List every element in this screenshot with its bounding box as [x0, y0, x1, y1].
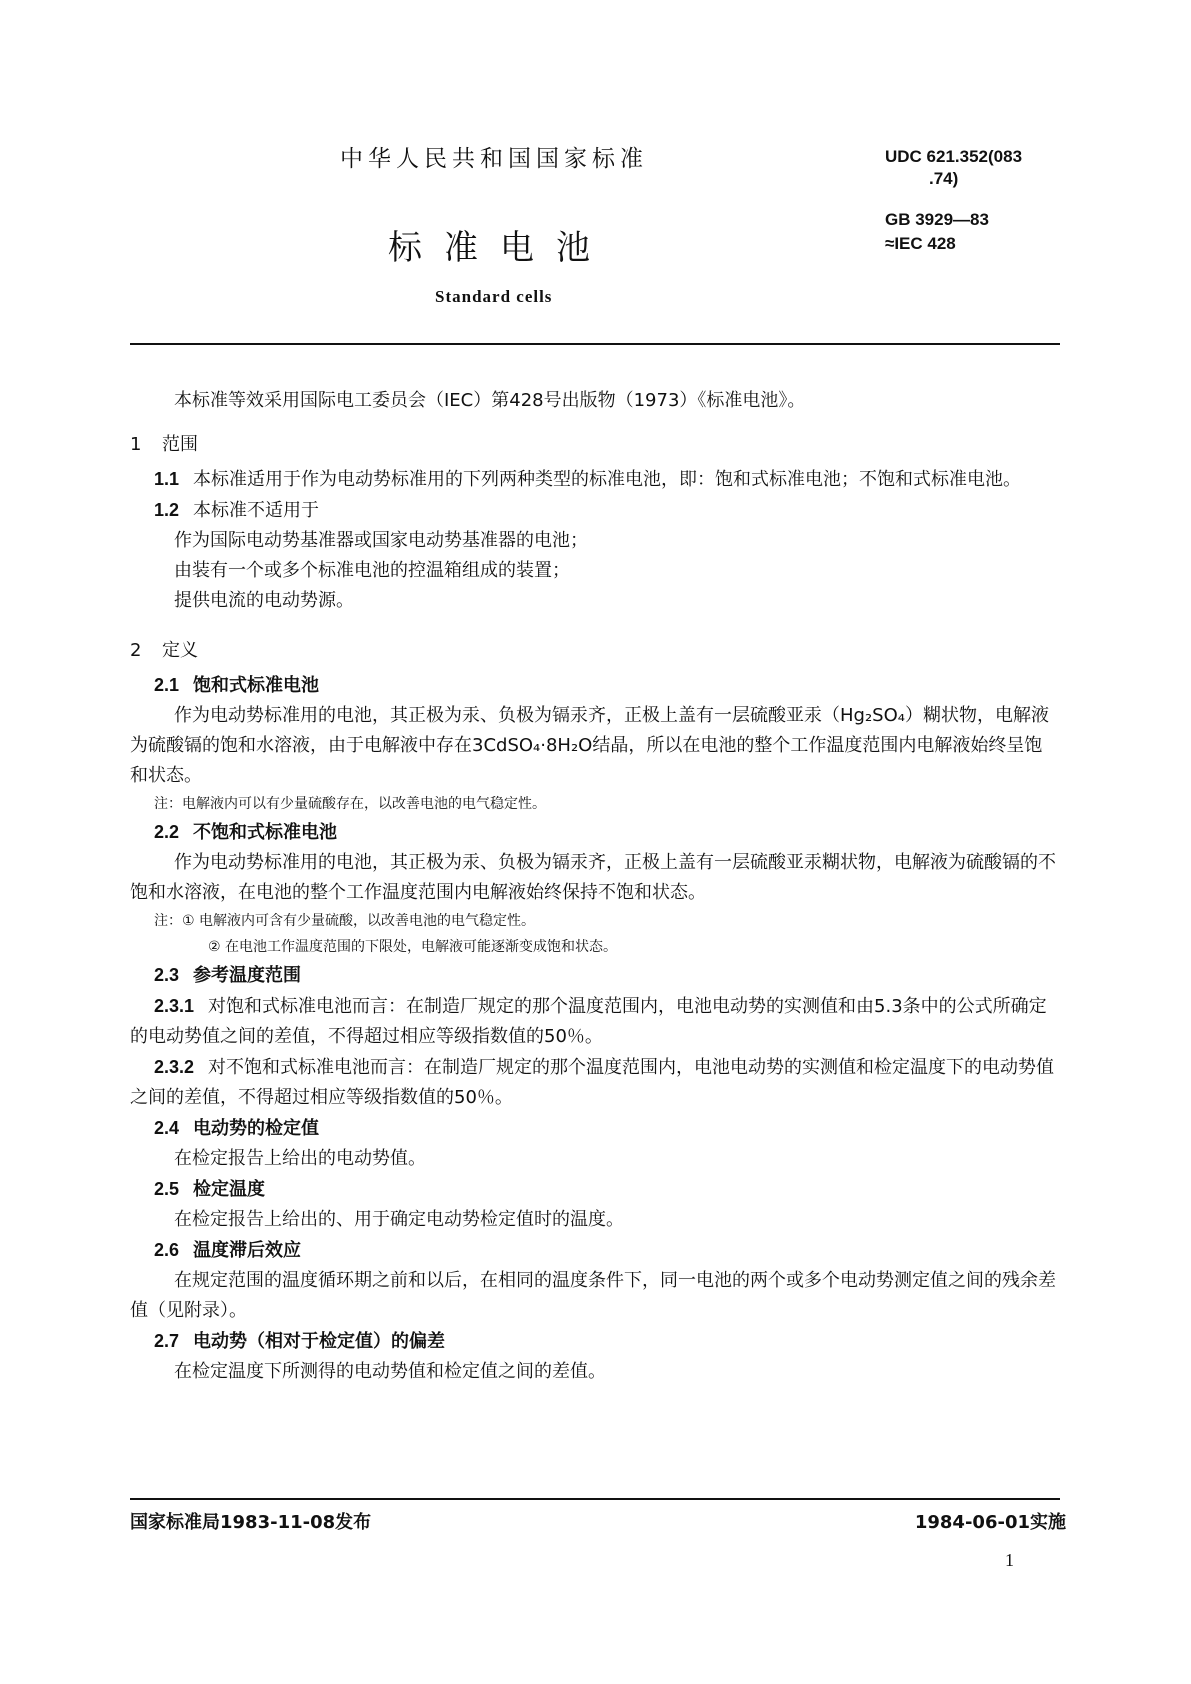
- clause-number: 2.5: [154, 1179, 180, 1199]
- document-title-english: Standard cells: [435, 287, 553, 306]
- clause-number: 2.6: [154, 1240, 180, 1260]
- section-heading: [130, 430, 1060, 460]
- note: ② 在电池工作温度范围的下限处，电解液可能逐渐变成饱和状态。: [208, 939, 617, 955]
- clause-title: 参考温度范围: [193, 965, 302, 986]
- clause-number: 2.7: [154, 1331, 180, 1351]
- section-title: 定义: [162, 640, 198, 661]
- clause-2-7-text: 在检定温度下所测得的电动势值和检定值之间的差值。: [174, 1361, 606, 1382]
- clause-2-2-heading: [130, 817, 1060, 848]
- clause-text: 对饱和式标准电池而言：在制造厂规定的那个温度范围内，电池电动势的实测值和由5.3条中的公式所确定的电动势值之间的差值，不得超过相应等级指数值的50％。: [130, 996, 1047, 1047]
- section-number: 2: [130, 640, 142, 661]
- intro-paragraph: 本标准等效采用国际电工委员会（IEC）第428号出版物（1973）《标准电池》。: [174, 390, 806, 411]
- clause-2-5-heading: [130, 1174, 1060, 1205]
- clause-1-2: [130, 495, 1060, 526]
- clause-2-2-text: 作为电动势标准用的电池，其正极为汞、负极为镉汞齐，正极上盖有一层硫酸亚汞糊状物，电解液为硫酸镉的不饱和水溶液，在电池的整个工作温度范围内电解液始终保持不饱和状态。: [130, 852, 1056, 903]
- header-divider: [130, 343, 1060, 345]
- clause-number: 2.2: [154, 822, 180, 842]
- clause-2-3-2: [130, 1052, 1060, 1113]
- clause-number: 2.3.2: [154, 1057, 195, 1077]
- clause-1-1: [130, 464, 1060, 495]
- list-item: 由装有一个或多个标准电池的控温箱组成的装置；: [174, 560, 570, 581]
- clause-number: 1.2: [154, 500, 180, 520]
- page-number: 1: [1005, 1550, 1014, 1570]
- effective-date: 1984-06-01实施: [914, 1512, 1066, 1533]
- clause-2-1-text: 作为电动势标准用的电池，其正极为汞、负极为镉汞齐，正极上盖有一层硫酸亚汞（Hg₂SO₄）糊状物，电解液为硫酸镉的饱和水溶液，由于电解液中存在3CdSO₄·8H₂O结晶，所以在电池的整个工作温度范围内电解液始终呈饱和状态。: [130, 705, 1049, 786]
- clause-title: 饱和式标准电池: [193, 675, 320, 696]
- issue-date: 国家标准局1983-11-08发布: [130, 1512, 372, 1533]
- clause-text: 本标准适用于作为电动势标准用的下列两种类型的标准电池，即：饱和式标准电池；不饱和式标准电池。: [193, 469, 1022, 490]
- clause-2-1-heading: [130, 670, 1060, 701]
- standard-codes: [885, 208, 989, 256]
- clause-2-6-heading: [130, 1235, 1060, 1266]
- document-body: [130, 386, 1060, 1387]
- footer-divider: [130, 1498, 1060, 1500]
- udc-code: [885, 146, 1022, 190]
- clause-2-7-heading: [130, 1326, 1060, 1357]
- section-title: 范围: [162, 434, 198, 455]
- clause-2-3-heading: [130, 960, 1060, 991]
- clause-2-5-text: 在检定报告上给出的、用于确定电动势检定值时的温度。: [174, 1209, 624, 1230]
- clause-text: 对不饱和式标准电池而言：在制造厂规定的那个温度范围内，电池电动势的实测值和检定温度下的电动势值之间的差值，不得超过相应等级指数值的50％。: [130, 1057, 1055, 1108]
- clause-title: 不饱和式标准电池: [193, 822, 338, 843]
- list-item: 作为国际电动势基准器或国家电动势基准器的电池；: [174, 530, 588, 551]
- clause-title: 温度滞后效应: [193, 1240, 302, 1261]
- clause-number: 2.1: [154, 675, 180, 695]
- note: 注：① 电解液内可含有少量硫酸，以改善电池的电气稳定性。: [154, 913, 535, 929]
- gb-code: GB 3929—83: [885, 210, 989, 229]
- clause-title: 电动势的检定值: [193, 1118, 320, 1139]
- document-title: 标准电池: [388, 228, 612, 268]
- national-standard-heading: 中华人民共和国国家标准: [340, 146, 648, 172]
- clause-2-4-text: 在检定报告上给出的电动势值。: [174, 1148, 426, 1169]
- iec-reference: ≈IEC 428: [885, 234, 956, 253]
- clause-number: 2.3.1: [154, 996, 195, 1016]
- clause-title: 检定温度: [193, 1179, 266, 1200]
- section-number: 1: [130, 434, 142, 455]
- clause-title: 电动势（相对于检定值）的偏差: [193, 1331, 446, 1352]
- clause-number: 2.3: [154, 965, 180, 985]
- note: 注：电解液内可以有少量硫酸存在，以改善电池的电气稳定性。: [154, 796, 546, 812]
- section-heading: [130, 636, 1060, 666]
- udc-line-1: UDC 621.352(083: [885, 147, 1023, 166]
- clause-number: 2.4: [154, 1118, 180, 1138]
- clause-2-6-text: 在规定范围的温度循环期之前和以后，在相同的温度条件下，同一电池的两个或多个电动势测定值之间的残余差值（见附录）。: [130, 1270, 1056, 1321]
- clause-text: 本标准不适用于: [193, 500, 320, 521]
- clause-number: 1.1: [154, 469, 180, 489]
- list-item: 提供电流的电动势源。: [174, 590, 354, 611]
- udc-line-2: .74): [929, 169, 959, 188]
- clause-2-3-1: [130, 991, 1060, 1052]
- clause-2-4-heading: [130, 1113, 1060, 1144]
